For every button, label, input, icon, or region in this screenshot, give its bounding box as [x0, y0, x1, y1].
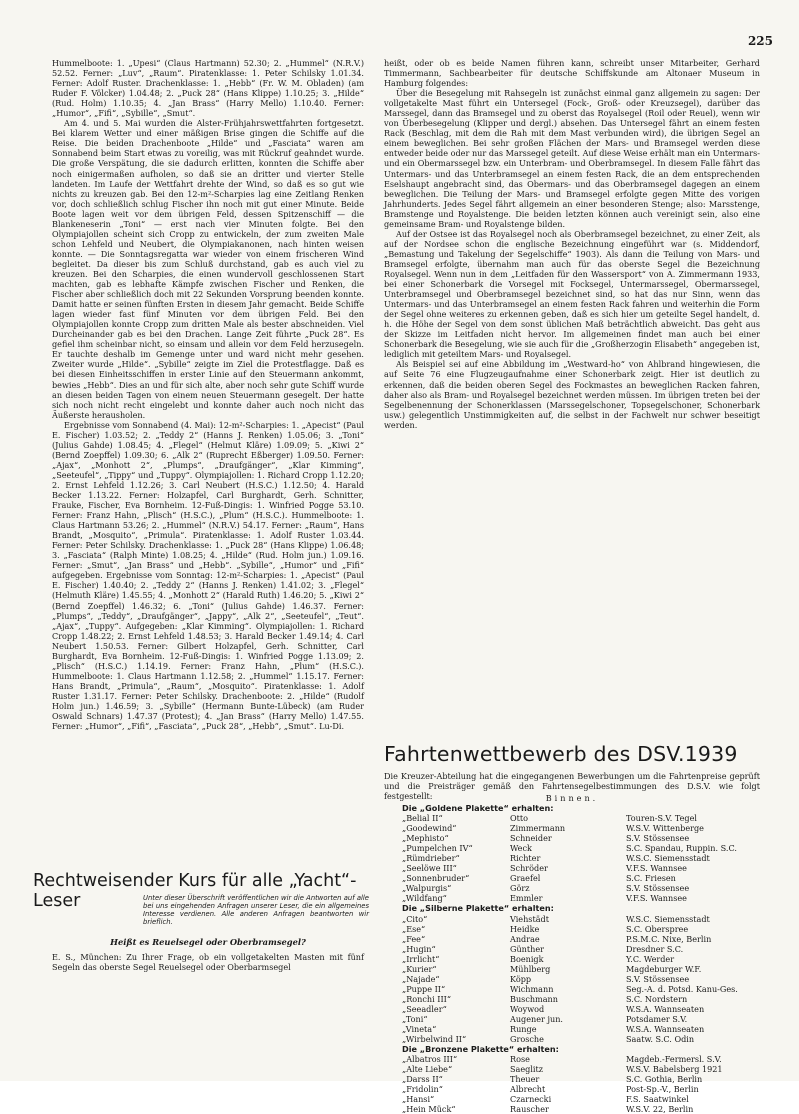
award-row — [402, 813, 762, 823]
yacht-name: „Mephisto“ — [402, 833, 449, 844]
award-row — [402, 974, 762, 984]
yacht-name: „Goodewind“ — [402, 823, 457, 834]
skipper-name: Czarnecki — [510, 1094, 552, 1105]
award-row — [402, 1034, 762, 1044]
club-name: S.V. Stössensee — [626, 883, 690, 894]
award-row — [402, 863, 762, 873]
yacht-column-note: Unter dieser Überschrift veröffentlichen wir die Antworten auf alle bei uns eingehenden Anfragen unserer Leser, die ein allgemeines Interesse verdienen. Alle anderen Anfragen beantworten wir brieflich. — [143, 894, 369, 926]
yacht-name: „Hein Mück“ — [402, 1104, 456, 1114]
paragraph: Hummelboote: 1. „Upesi“ (Claus Hartmann) 52.30; 2. „Hummel“ (N.R.V.) 52.52. Ferner: „Luv“, „Raum“. Piratenklasse: 1. Peter Schilsky 1.01.34. Ferner: Adolf Ruster. Drachenklasse: 1. „Hebb“ (Fr. W. M. Obladen) (am Ruder F. Völcker) 1.04.48; 2. „Puck 28“ (Hans Klippe) 1.10.25; 3. „Hilde“ (Rud. Holm) 1.10.35; 4. „Jan Brass“ (Harry Mello) 1.10.40. Ferner: „Humor“, „Fifi“, „Sybille“, „Smut“. — [52, 58, 364, 119]
yacht-name: „Belial II“ — [402, 813, 443, 824]
club-name: V.F.S. Wannsee — [626, 893, 687, 904]
paragraph: Ergebnisse vom Sonnabend (4. Mai): 12-m²-Scharpies: 1. „Apecist“ (Paul E. Fischer) 1.03.52; 2. „Teddy 2“ (Hanns J. Renken) 1.05.06; 3. „Toni“ (Julius Gahde) 1.08.45; 4. „Flegel“ (Helmut Kläre) 1.09.09; 5. „Kiwi 2“ (Bernd Zoepffel) 1.09.30; 6. „Alk 2“ (Ruprecht Eßberger) 1.09.50. Ferner: „Ajax“, „Monhott 2“, „Plumps“, „Draufgänger“, „Klar Kimming“, „Seeteufel“, „Tippy“ und „Tuppy“. Olympiajollen: 1. Richard Cropp 1.12.20; 2. Ernst Lehfeld 1.12.26; 3. Carl Neubert (H.S.C.) 1.12.50; 4. Harald Becker 1.13.22. Ferner: Holzapfel, Carl Burghardt, Gerh. Schnitter, Frauke, Fischer, Eva Bornheim. 12-Fuß-Dingis: 1. Winfried Pogge 53.10. Ferner: Franz Hahn, „Plisch“ (H.S.C.), „Plum“ (H.S.C.). Hummelboote: 1. Claus Hartmann 53.26; 2. „Hummel“ (N.R.V.) 54.17. Ferner: „Raum“, Hans Brandt, „Mosquito“, „Primula“. Piratenklasse: 1. Adolf Ruster 1.03.44. Ferner: Peter Schilsky. Drachenklasse: 1. „Puck 28“ (Hans Klippe) 1.06.48; 3. „Fasciata“ (Ralph Minte) 1.08.25; 4. „Hilde“ (Rud. Holm jun.) 1.09.16. Ferner: „Smut“, „Jan Brass“ und „Hebb“. „Sybille“, „Humor“ und „Fifi“ aufgegeben. Ergebnisse vom Sonntag: 12-m²-Scharpies: 1. „Apecist“ (Paul E. Fischer) 1.40.40; 2. „Teddy 2“ (Hanns J. Renken) 1.41.02; 3. „Flegel“ (Helmuth Kläre) 1.45.55; 4. „Monhott 2“ (Harald Ruth) 1.46.20; 5. „Kiwi 2“ (Bernd Zoepffel) 1.46.32; 6. „Toni“ (Julius Gahde) 1.46.37. Ferner: „Plumps“, „Teddy“, „Draufgänger“, „Jappy“, „Alk 2“, „Seeteufel“, „Teut“. „Ajax“, „Tuppy“. Aufgegeben: „Klar Kimming“. Olympiajollen: 1. Richard Cropp 1.48.22; 2. Ernst Lehfeld 1.48.53; 3. Harald Becker 1.49.14; 4. Carl Neubert 1.50.53. Ferner: Gilbert Holzapfel, Gerh. Schnitter, Carl Burghardt, Eva Bornheim. 12-Fuß-Dingis: 1. Winfried Pogge 1.13.09; 2. „Plisch“ (H.S.C.) 1.14.19. Ferner: Franz Hahn, „Plum“ (H.S.C.). Hummelboote: 1. Claus Hartmann 1.12.58; 2. „Hummel“ 1.15.17. Ferner: Hans Brandt, „Primula“, „Raum“, „Mosquito“. Piratenklasse: 1. Adolf Ruster 1.31.17. Ferner: Peter Schilsky. Drachenboote: 2. „Hilde“ (Rudolf Holm jun.) 1.46.59; 3. „Sybille“ (Hermann Bunte-Lübeck) (am Ruder Oswald Schnars) 1.47.37 (Protest); 4. „Jan Brass“ (Harry Mello) 1.47.55. Ferner: „Humor“, „Fifi“, „Fasciata“, „Puck 28“, „Hebb“, „Smut“. Lu-Di. — [52, 419, 364, 732]
skipper-name: Andrae — [510, 933, 540, 944]
skipper-name: Theuer — [510, 1074, 540, 1085]
yacht-name: „Ronchi III“ — [402, 993, 452, 1004]
answer-text: E. S., München: Zu Ihrer Frage, ob ein vollgetakelten Masten mit fünf Segeln das oberste Segel Reuelsegel oder Oberbarmsegel — [52, 952, 364, 973]
section-binnen: Binnen. — [545, 793, 599, 803]
club-name: W.S.V. Babelsberg 1921 — [626, 1064, 723, 1075]
yacht-name: „Puppe II“ — [402, 983, 446, 994]
club-name: Saatw. S.C. Odin — [626, 1034, 695, 1045]
yacht-name: „Ese“ — [402, 923, 426, 934]
award-row — [402, 984, 762, 994]
skipper-name: Albrecht — [510, 1084, 546, 1095]
yacht-name: „Darss II“ — [402, 1074, 443, 1085]
award-row — [402, 1094, 762, 1104]
paragraph: Als Beispiel sei auf eine Abbildung im „Westward-ho“ von Ahlbrand hingewiesen, die auf Seite 76 eine Flugzeugaufnahme einer Schonerbark zeigt. Hier ist deutlich zu erkennen, daß die beiden oberen Segel des Fockmastes an beweglichen Racken fahren, daher also als Bram- und Royalsegel bezeichnet werden müssen. Im übrigen treten bei der Segelbenennung der Schonerklassen (Marssegelschoner, Topsegelschoner, Schonerbark usw.) gelegentlich Unstimmigkeiten auf, die selbst in der Fachwelt nur schwer beseitigt werden. — [384, 359, 760, 430]
club-name: S.C. Friesen — [626, 873, 676, 884]
award-list — [402, 803, 762, 1114]
award-row — [402, 1024, 762, 1034]
skipper-name: Schröder — [510, 863, 548, 874]
paragraph: heißt, oder ob es beide Namen führen kann, schreibt unser Mitarbeiter, Gerhard Timmermann, Sachbearbeiter für deutsche Schiffskunde am Altonaer Museum in Hamburg folgendes: — [384, 58, 760, 89]
yacht-name: „Fridolin“ — [402, 1084, 443, 1095]
club-name: S.V. Stössensee — [626, 833, 690, 844]
award-row — [402, 954, 762, 964]
club-name: Post-Sp.-V., Berlin — [626, 1084, 699, 1095]
club-name: W.S.C. Siemensstadt — [626, 853, 710, 864]
club-name: Magdeb.-Fermersl. S.V. — [626, 1054, 722, 1065]
yacht-name: „Walpurgis“ — [402, 883, 452, 894]
skipper-name: Görz — [510, 883, 530, 894]
skipper-name: Augener jun. — [510, 1013, 563, 1024]
club-name: V.F.S. Wannsee — [626, 863, 687, 874]
skipper-name: Günther — [510, 943, 545, 954]
yacht-name: „Pumpelchen IV“ — [402, 843, 473, 854]
award-row — [402, 964, 762, 974]
award-row — [402, 1004, 762, 1014]
club-name: P.S.M.C. Nixe, Berlin — [626, 933, 712, 944]
yacht-name: „Hansi“ — [402, 1094, 435, 1105]
skipper-name: Rose — [510, 1054, 530, 1065]
skipper-name: Otto — [510, 813, 529, 824]
award-row — [402, 843, 762, 853]
award-row — [402, 873, 762, 883]
yacht-name: „Najade“ — [402, 973, 440, 984]
award-row — [402, 1014, 762, 1024]
yacht-name: „Seelöwe III“ — [402, 863, 457, 874]
yacht-name: „Rümdrieber“ — [402, 853, 460, 864]
skipper-name: Emmler — [510, 893, 543, 904]
fahrtenwettbewerb-heading: Fahrtenwettbewerb des DSV.1939 — [384, 742, 738, 766]
left-column — [52, 58, 364, 731]
skipper-name: Mühlberg — [510, 963, 551, 974]
award-row — [402, 833, 762, 843]
fahrtenwettbewerb-intro: Die Kreuzer-Abteilung hat die eingegangenen Bewerbungen um die Fahrtenpreise geprüft und die Preisträger gemäß den Fahrtensegelbestimmungen des D.S.V. wie folgt festgestellt: — [384, 771, 760, 802]
award-row — [402, 934, 762, 944]
yacht-name: „Wirbelwind II“ — [402, 1034, 467, 1045]
skipper-name: Richter — [510, 853, 541, 864]
right-column — [384, 58, 760, 430]
award-row — [402, 924, 762, 934]
skipper-name: Köpp — [510, 973, 532, 984]
club-name: S.V. Stössensee — [626, 973, 690, 984]
yacht-name: „Albatros III“ — [402, 1054, 458, 1065]
club-name: W.S.A. Wannseaten — [626, 1024, 705, 1035]
yacht-name: „Vineta“ — [402, 1024, 437, 1035]
skipper-name: Viehstädt — [510, 913, 549, 924]
yacht-name: „Kurier“ — [402, 963, 437, 974]
club-name: W.S.V. 22, Berlin — [626, 1104, 694, 1114]
club-name: Potsdamer S.V. — [626, 1013, 688, 1024]
paragraph: Über die Besegelung mit Rahsegeln ist zunächst einmal ganz allgemein zu sagen: Der vollgetakelte Mast führt ein Untersegel (Fock-, Groß- oder Kreuzsegel), darüber das Marssegel, dann das Bramsegel und zu oberst das Royalsegel (Roil oder Reuel), wenn wir von Überbesegelung (Klipper und dergl.) absehen. Das Untersegel fährt an einem festen Rack (Beschlag, mit dem die Rah mit dem Mast verbunden wird), die übrigen Segel an einem beweglichen. Bei sehr großen Flächen der Mars- und Bramsegel werden diese entweder beide oder nur das Marssegel geteilt. Auf diese Weise erhält man ein Untermars- und ein Obermarssegel bzw. ein Unterbram- und Oberbramsegel. In diesem Falle fährt das Untermars- und das Unterbramsegel an einem festen Rack, die an dem entsprechenden Eselshaupt angebracht sind, das Obermars- und das Oberbramsegel dagegen an einem beweglichen. Die Teilung der Mars- und Bramsegel erfolgte gegen Mitte des vorigen Jahrhunderts. Jedes Segel fährt allgemein an einer besonderen Stenge; also: Marsstenge, Bramstenge und Royalstenge. Die beiden letzten können auch vereinigt sein, also eine gemeinsame Bram- und Royalstenge bilden. — [384, 88, 760, 229]
award-category-silver: Die „Silberne Plakette“ erhalten: — [402, 903, 554, 914]
page-number: 225 — [747, 34, 773, 48]
skipper-name: Woywod — [510, 1003, 545, 1014]
club-name: W.S.V. Wittenberge — [626, 823, 704, 834]
award-category-bronze: Die „Bronzene Plakette“ erhalten: — [402, 1044, 559, 1055]
skipper-name: Grosche — [510, 1034, 544, 1045]
award-row — [402, 1104, 762, 1114]
award-row — [402, 823, 762, 833]
award-category-gold: Die „Goldene Plakette“ erhalten: — [402, 803, 554, 813]
club-name: Touren-S.V. Tegel — [626, 813, 697, 824]
skipper-name: Boenigk — [510, 953, 544, 964]
yacht-name: „Irrlicht“ — [402, 953, 440, 964]
award-row — [402, 914, 762, 924]
yacht-name: „Fee“ — [402, 933, 426, 944]
award-row — [402, 883, 762, 893]
skipper-name: Weck — [510, 843, 532, 854]
club-name: F.S. Saatwinkel — [626, 1094, 689, 1105]
club-name: Y.C. Werder — [626, 953, 675, 964]
club-name: S.C. Gothia, Berlin — [626, 1074, 703, 1085]
yacht-name: „Alte Liebe“ — [402, 1064, 453, 1075]
yacht-column-heading: Rechtweisender Kurs für alle „Yacht“-Leser — [33, 871, 357, 911]
award-row — [402, 1054, 762, 1064]
club-name: W.S.C. Siemensstadt — [626, 913, 710, 924]
question-heading: Heißt es Reuelsegel oder Oberbramsegel? — [110, 937, 306, 947]
club-name: Seg.-A. d. Potsd. Kanu-Ges. — [626, 983, 738, 994]
skipper-name: Buschmann — [510, 993, 558, 1004]
club-name: S.C. Spandau, Ruppin. S.C. — [626, 843, 737, 854]
paragraph: Auf der Ostsee ist das Royalsegel noch als Oberbramsegel bezeichnet, zu einer Zeit, als auf der Nordsee schon die englische Bezeichnung eingeführt war (s. Middendorf, „Bemastung und Takelung der Segelschiffe“ 1903). Als dann die Teilung von Mars- und Bramsegel erfolgte, übernahm man auch für das oberste Segel die Bezeichnung Royalsegel. Wenn nun in dem „Leitfaden für den Wassersport“ von A. Zimmermann 1933, bei einer Schonerbark die Vorsegel mit Focksegel, Untermarssegel, Obermarssegel, Unterbramsegel und Oberbramsegel bezeichnet sind, so hat das nur Sinn, wenn das Untermars- und das Unterbramsegel an einem festen Rack fahren und weiterhin die Form der Segel ohne weiteres zu erkennen geben, daß es sich hier um geteilte Segel handelt, d. h. die Höhe der Segel von dem sonst üblichen Maß beträchtlich abweicht. Das geht aus der Skizze im Leitfaden nicht hervor. Im allgemeinen findet man auch bei einer Schonerbark die Besegelung, wie sie auch für die „Großherzogin Elisabeth“ angegeben ist, lediglich mit geteiltem Mars- und Royalsegel. — [384, 228, 760, 360]
award-row — [402, 893, 762, 903]
skipper-name: Saeglitz — [510, 1064, 544, 1075]
award-row — [402, 994, 762, 1004]
club-name: Magdeburger W.F. — [626, 963, 702, 974]
yacht-name: „Sonnenbruder“ — [402, 873, 470, 884]
skipper-name: Zimmermann — [510, 823, 566, 834]
club-name: W.S.A. Wannseaten — [626, 1003, 705, 1014]
award-row — [402, 853, 762, 863]
yacht-name: „Cito“ — [402, 913, 428, 924]
skipper-name: Schneider — [510, 833, 552, 844]
club-name: S.C. Nordstern — [626, 993, 688, 1004]
skipper-name: Runge — [510, 1024, 537, 1035]
paragraph: Am 4. und 5. Mai wurden die Alster-Frühjahrswettfahrten fortgesetzt. Bei klarem Wetter und einer mäßigen Brise gingen die Schiffe auf die Reise. Die beiden Drachenboote „Hilde“ und „Fasciata“ waren am Sonnabend beim Start etwas zu voreilig, was mit Rückruf geahndet wurde. Die große Verspätung, die sie dadurch erlitten, konnten die Schiffe aber noch einigermaßen aufholen, so daß sie an dritter und vierter Stelle landeten. Im Laufe der Wettfahrt drehte der Wind, so daß es so gut wie nichts zu kreuzen gab. Bei den 12-m²-Scharpies lag eine Zeitlang Renken vor, doch schließlich schlug Fischer ihn noch mit gut einer Minute. Beide Boote lagen weit vor dem übrigen Feld, dessen Spitzenschiff — die Blankeneserin „Toni“ — erst nach vier Minuten folgte. Bei den Olympiajollen scheint sich Cropp zu entwickeln, der zum zweiten Male schon Lehfeld und Neubert, die Olympiakanonen, nach hinten weisen konnte. — Die Sonntagsregatta war wieder von einem frischeren Wind begleitet. Da dieser bis zum Schluß durchstand, gab es auch viel zu kreuzen. Bei den Scharpies, die einen wundervoll geschlossenen Start machten, gab es lebhafte Kämpfe zwischen Fischer und Renken, die Fischer aber schließlich doch mit 22 Sekunden Vorsprung beenden konnte. Damit hatte er seinen fünften Ersten in diesem Jahr gemacht. Beide Schiffe lagen wieder fast fünf Minuten vor dem übrigen Feld. Bei den Olympiajollen konnte Cropp zum dritten Male als bester abschneiden. Viel Durcheinander gab es bei den Drachen. Lange Zeit führte „Puck 28“. Es gefiel ihm scheinbar nicht, so einsam und allein vor dem Feld herzusegeln. Er tauchte deshalb im Gemenge unter und ward nicht mehr gesehen. Zweiter wurde „Hilde“. „Sybille“ zeigte im Ziel die Protestflagge. Daß es bei diesen Einheitsschiffen in erster Linie auf den Steuermann ankommt, bewies „Hebb“. Dies an und für sich alte, aber noch sehr gute Schiff wurde an diesen beiden Tagen von einem neuen Steuermann gesegelt. Der hatte sich noch nicht recht eingelebt und konnte daher auch noch nicht das Äußerste herausholen. — [52, 118, 364, 420]
yacht-name: „Hugin“ — [402, 943, 436, 954]
award-row — [402, 1074, 762, 1084]
award-row — [402, 1084, 762, 1094]
yacht-name: „Toni“ — [402, 1013, 428, 1024]
skipper-name: Wichmann — [510, 983, 554, 994]
yacht-name: „Wildfang“ — [402, 893, 447, 904]
club-name: Dresdner S.C. — [626, 943, 684, 954]
award-row — [402, 944, 762, 954]
skipper-name: Graefel — [510, 873, 541, 884]
skipper-name: Rauscher — [510, 1104, 549, 1114]
skipper-name: Heidke — [510, 923, 540, 934]
award-row — [402, 1064, 762, 1074]
yacht-name: „Seeadler“ — [402, 1003, 447, 1014]
club-name: S.C. Oberspree — [626, 923, 689, 934]
